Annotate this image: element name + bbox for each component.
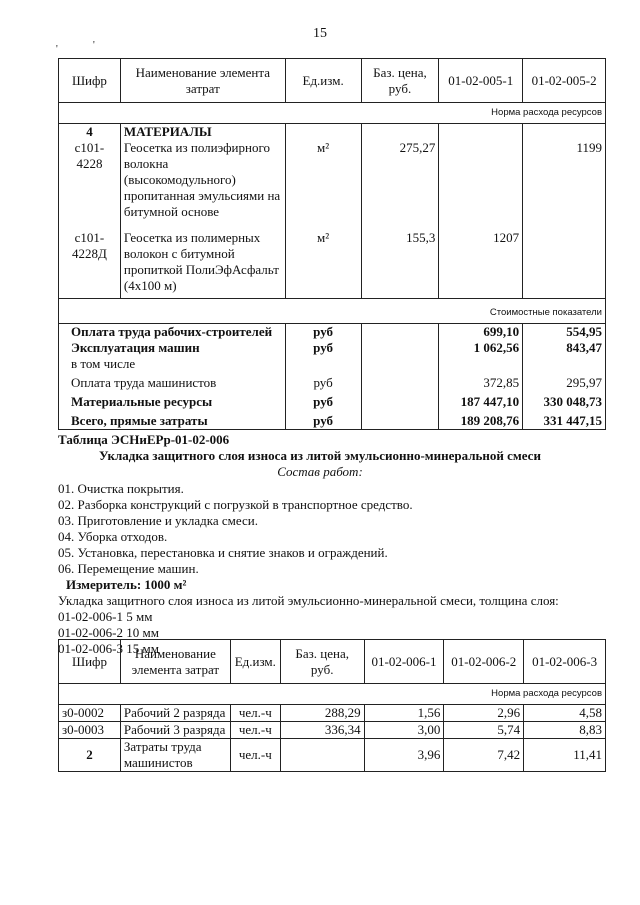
price-cell: 155,3 <box>361 220 439 299</box>
work-item: 04. Уборка отходов. <box>58 529 168 544</box>
value-cell: 2,96 <box>444 705 524 722</box>
scan-mark: ' <box>56 44 58 55</box>
value-cell: 699,10 <box>439 324 523 341</box>
table-row <box>59 739 606 772</box>
price-cell: 288,29 <box>280 705 364 722</box>
value-cell: 554,95 <box>523 324 606 341</box>
work-item: 01. Очистка покрытия. <box>58 481 184 496</box>
value-cell: 295,97 <box>523 372 606 391</box>
unit-cell: руб <box>285 324 361 341</box>
table-label: Таблица ЭСНиЕРр-01-02-006 <box>58 432 230 447</box>
col-header: Ед.изм. <box>285 59 361 103</box>
col-header: 01-02-006-3 <box>524 640 606 684</box>
variant: 01-02-006-1 5 мм <box>58 609 153 624</box>
code-cell: з0-0003 <box>59 722 121 739</box>
value-cell: 187 447,10 <box>439 391 523 410</box>
work-item: 05. Установка, перестановка и снятие знаков и ограждений. <box>58 545 388 560</box>
name-cell: Геосетка из полиэфирного волокна (высокомодульного) пропитанная эмульсиями на битумной основе <box>120 140 285 220</box>
table-row <box>59 340 606 356</box>
name-cell: Геосетка из полимерных волокон с битумной пропиткой ПолиЭфАсфальт (4х100 м) <box>120 220 285 299</box>
name-cell: Затраты труда машинистов <box>120 739 230 772</box>
variant: 01-02-006-3 15 мм <box>58 641 159 656</box>
work-item: 03. Приготовление и укладка смеси. <box>58 513 258 528</box>
unit-cell: м² <box>285 220 361 299</box>
description: Укладка защитного слоя износа из литой эмульсионно-минеральной смеси, толщина слоя: <box>58 593 559 608</box>
table-row <box>59 391 606 410</box>
value-cell: 4,58 <box>524 705 606 722</box>
works-title: Состав работ: <box>277 464 363 479</box>
value-cell: 3,00 <box>364 722 444 739</box>
norm-label: Норма расхода ресурсов <box>59 684 606 705</box>
value-cell: 189 208,76 <box>439 410 523 430</box>
code-cell: с101-4228 <box>59 140 121 220</box>
col-header: 01-02-005-2 <box>523 59 606 103</box>
unit-cell: руб <box>285 340 361 356</box>
value-cell: 331 447,15 <box>523 410 606 430</box>
col-header: Баз. цена, руб. <box>361 59 439 103</box>
cost-name: в том числе <box>59 356 286 372</box>
col-header: Шифр <box>59 640 121 684</box>
unit-cell: руб <box>285 372 361 391</box>
value-cell: 1207 <box>439 220 523 299</box>
work-item: 02. Разборка конструкций с погрузкой в транспортное средство. <box>58 497 413 512</box>
value-cell <box>523 220 606 299</box>
name-cell: Рабочий 2 разряда <box>120 705 230 722</box>
value-cell: 7,42 <box>444 739 524 772</box>
table-row <box>59 705 606 722</box>
variant: 01-02-006-2 10 мм <box>58 625 159 640</box>
col-header: Баз. цена, руб. <box>280 640 364 684</box>
cost-name: Всего, прямые затраты <box>59 410 286 430</box>
code-cell: с101-4228Д <box>59 220 121 299</box>
resource-table-006 <box>58 639 606 772</box>
value-cell: 1,56 <box>364 705 444 722</box>
unit-cell: чел.-ч <box>230 705 280 722</box>
col-header: Наименование элемента затрат <box>120 59 285 103</box>
col-header: 01-02-006-2 <box>444 640 524 684</box>
code-cell: 2 <box>59 739 121 772</box>
table-row <box>59 372 606 391</box>
unit-cell: чел.-ч <box>230 739 280 772</box>
value-cell <box>439 140 523 220</box>
table-row <box>59 356 606 372</box>
unit-cell: чел.-ч <box>230 722 280 739</box>
page-number: 15 <box>313 26 327 41</box>
cost-name: Оплата труда машинистов <box>59 372 286 391</box>
table-row <box>59 220 606 299</box>
table-row <box>59 722 606 739</box>
norm-label: Норма расхода ресурсов <box>59 103 606 124</box>
section-title: МАТЕРИАЛЫ <box>120 124 285 141</box>
table-title: Укладка защитного слоя износа из литой эмульсионно-минеральной смеси <box>99 448 541 463</box>
code-cell: з0-0002 <box>59 705 121 722</box>
cost-name: Материальные ресурсы <box>59 391 286 410</box>
value-cell: 1199 <box>523 140 606 220</box>
table-row <box>59 410 606 430</box>
value-cell: 1 062,56 <box>439 340 523 356</box>
value-cell: 5,74 <box>444 722 524 739</box>
measure: Измеритель: 1000 м² <box>66 577 187 592</box>
price-cell <box>280 739 364 772</box>
section-code: 4 <box>59 124 121 141</box>
col-header: Наименование элемента затрат <box>120 640 230 684</box>
cost-name: Эксплуатация машин <box>59 340 286 356</box>
work-item: 06. Перемещение машин. <box>58 561 199 576</box>
cost-label: Стоимостные показатели <box>59 299 606 324</box>
col-header: 01-02-005-1 <box>439 59 523 103</box>
table-row <box>59 140 606 220</box>
col-header: 01-02-006-1 <box>364 640 444 684</box>
value-cell: 3,96 <box>364 739 444 772</box>
resource-table-005 <box>58 58 606 430</box>
scan-mark: ' <box>93 40 95 51</box>
unit-cell: руб <box>285 391 361 410</box>
table-row <box>59 324 606 341</box>
value-cell: 372,85 <box>439 372 523 391</box>
value-cell: 11,41 <box>524 739 606 772</box>
value-cell: 843,47 <box>523 340 606 356</box>
unit-cell: руб <box>285 410 361 430</box>
price-cell: 275,27 <box>361 140 439 220</box>
value-cell: 330 048,73 <box>523 391 606 410</box>
cost-name: Оплата труда рабочих-строителей <box>59 324 286 341</box>
price-cell: 336,34 <box>280 722 364 739</box>
value-cell: 8,83 <box>524 722 606 739</box>
name-cell: Рабочий 3 разряда <box>120 722 230 739</box>
col-header: Шифр <box>59 59 121 103</box>
unit-cell: м² <box>285 140 361 220</box>
col-header: Ед.изм. <box>230 640 280 684</box>
